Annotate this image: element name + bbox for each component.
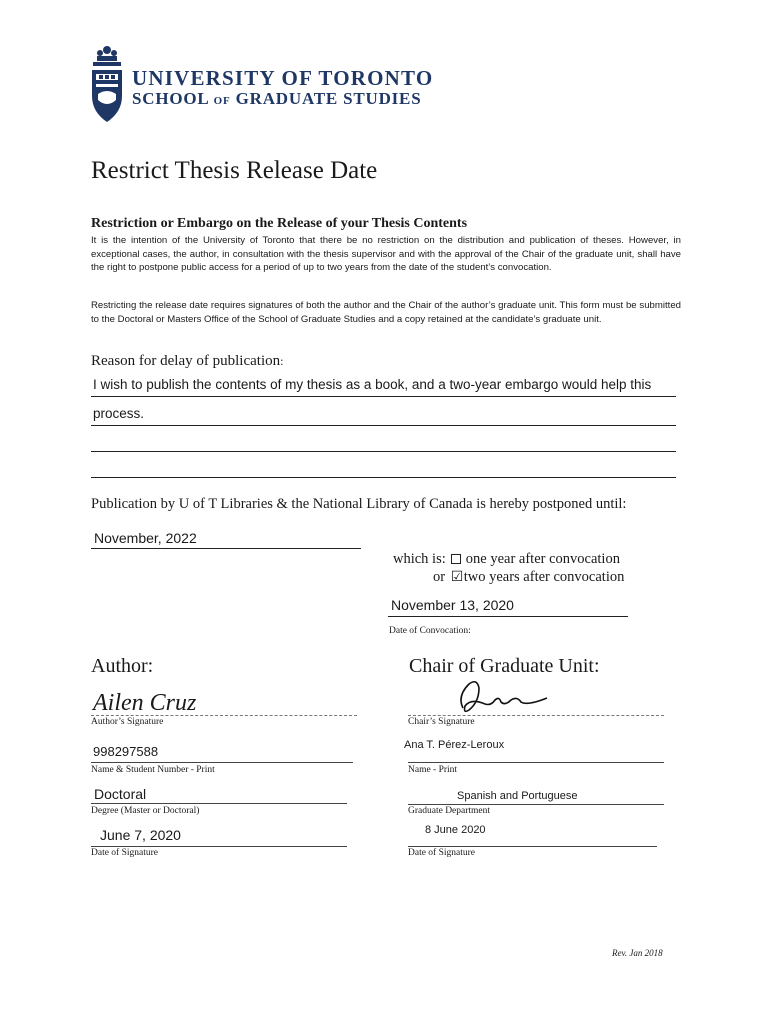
department-underline [408,804,664,805]
degree-underline [91,803,347,804]
requirements-paragraph: Restricting the release date requires signatures of both the author and the Chair of the author’s graduate unit. This form must be submitted to the Doctoral or Masters Office of the School of Graduate Studies and a copy retained at the candidate’s graduate unit. [91,300,681,325]
chair-signature-underline [408,715,664,716]
school-name-of: OF [213,95,231,107]
two-years-checkbox[interactable]: ☑ [450,570,464,585]
degree-label: Degree (Master or Doctoral) [91,806,200,816]
author-signature: Ailen Cruz [93,690,197,716]
author-signature-underline [91,715,357,716]
author-signature-label: Author’s Signature [91,717,164,727]
convocation-date-underline [388,616,628,617]
school-name-part2: GRADUATE STUDIES [235,89,422,108]
author-date-field[interactable]: June 7, 2020 [100,827,181,843]
degree-field[interactable]: Doctoral [94,786,147,802]
author-student-number-field[interactable]: 998297588 [93,744,159,759]
postpone-statement: Publication by U of T Libraries & the National Library of Canada is hereby postponed until: [91,496,627,512]
postpone-until-field[interactable]: November, 2022 [94,530,197,546]
reason-underline-2 [91,425,676,426]
convocation-date-field[interactable]: November 13, 2020 [391,597,514,613]
author-date-label: Date of Signature [91,848,159,858]
chair-date-label: Date of Signature [408,848,476,858]
chair-signature-label: Chair’s Signature [408,717,475,727]
department-label: Graduate Department [408,806,491,816]
intro-paragraph: It is the intention of the University of Toronto that there be no restriction on the distribution and publication of theses. However, in exceptional cases, the author, in consultation with the thesis supervisor and with the approval of the Chair of the graduate unit, shall have the right to postpone public access for a period of up to two years from the date of the student’s convocation. [91,235,681,273]
reason-underline-1 [91,396,676,397]
author-date-underline [91,846,347,847]
one-year-checkbox[interactable] [451,554,461,564]
university-crest-icon [88,44,126,133]
which-is-label: which is: [393,551,446,567]
author-name-label: Name & Student Number - Print [91,765,215,775]
revision-label: Rev. Jan 2018 [612,948,663,958]
chair-name-field[interactable]: Ana T. Pérez-Leroux [404,739,505,751]
or-label: or [433,569,446,585]
chair-date-field[interactable]: 8 June 2020 [425,824,486,836]
school-name-part1: SCHOOL [132,89,209,108]
chair-date-underline [408,846,657,847]
chair-heading: Chair of Graduate Unit: [409,655,600,677]
reason-label-text: Reason for delay of publication [91,353,281,369]
page-title: Restrict Thesis Release Date [91,157,378,184]
reason-field-line1[interactable]: I wish to publish the contents of my thesis as a book, and a two-year embargo would help this [93,377,652,392]
reason-label-colon: : [280,354,284,368]
option-two-row [433,569,624,586]
reason-underline-4 [91,477,676,478]
two-years-label: two years after convocation [463,569,625,585]
chair-name-label: Name - Print [408,765,458,775]
convocation-date-label: Date of Convocation: [389,626,471,636]
university-name: UNIVERSITY OF TORONTO [132,66,434,90]
school-name [132,89,421,109]
reason-label [91,353,283,370]
postpone-until-underline [91,548,361,549]
department-field[interactable]: Spanish and Portuguese [457,790,578,802]
author-name-underline [91,762,353,763]
author-heading: Author: [91,655,154,677]
reason-field-line2[interactable]: process. [93,406,145,421]
one-year-label: one year after convocation [465,551,620,567]
reason-underline-3 [91,451,676,452]
section-subtitle: Restriction or Embargo on the Release of your Thesis Contents [91,216,468,231]
option-one-row [393,551,620,568]
chair-name-underline [408,762,664,763]
